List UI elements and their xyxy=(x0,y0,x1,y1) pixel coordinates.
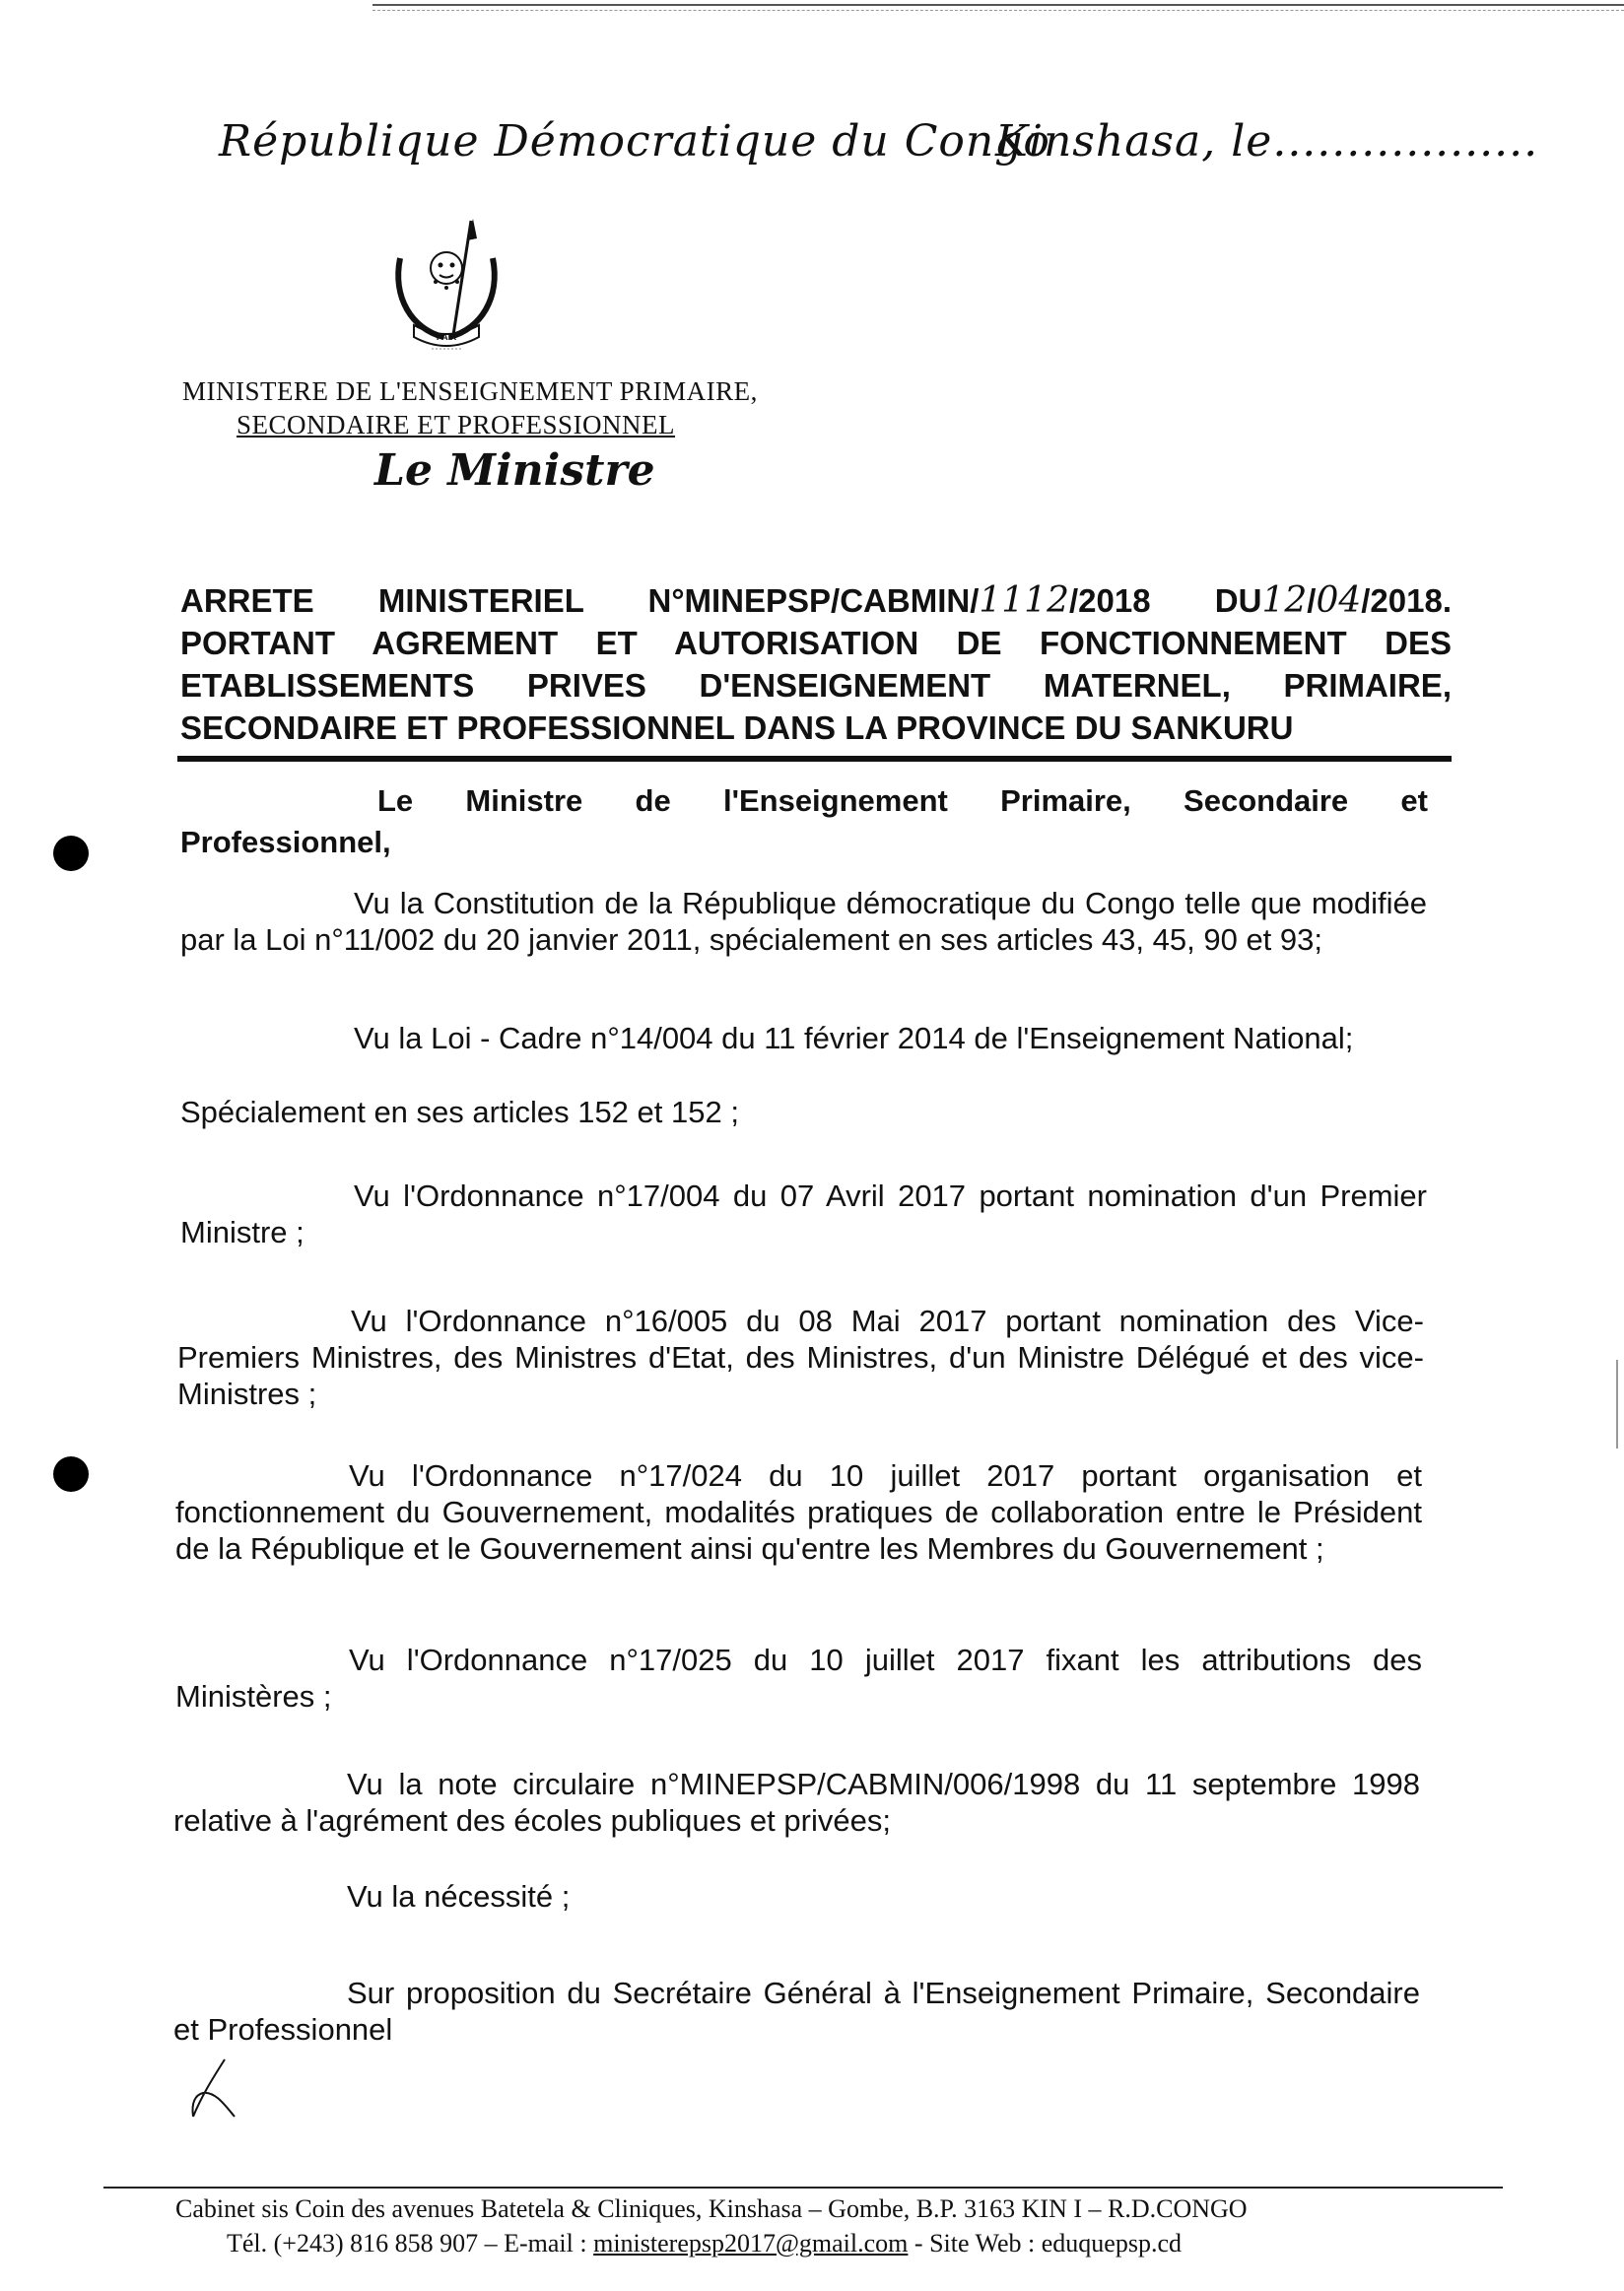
place-date: Kinshasa, le.................. xyxy=(995,116,1539,167)
consideration-paragraph: Sur proposition du Secrétaire Général à l'Enseignement Primaire, Secondaire et Professionnel xyxy=(173,1976,1420,2047)
scan-edge-mark xyxy=(1616,1360,1618,1449)
consideration-paragraph: Vu l'Ordonnance n°17/024 du 10 juillet 2017 portant organisation et fonctionnement du Gouvernement, modalités pratiques de collaboration entre le Président de la République et le Gouvernement ainsi qu'entre les Membres du Gouvernement ; xyxy=(175,1458,1422,1566)
top-border-line xyxy=(372,4,1624,6)
office-title: Le Ministre xyxy=(374,445,655,496)
title-underline-rule xyxy=(177,756,1452,762)
decree-title-line4: SECONDAIRE ET PROFESSIONNEL DANS LA PROVINCE DU SANKURU xyxy=(180,709,1294,746)
decree-number-handwritten: 1112 xyxy=(979,580,1069,621)
minister-intro xyxy=(180,780,1428,863)
country-header: République Démocratique du Congo xyxy=(219,116,1050,167)
decree-title-line1: ARRETE MINISTERIEL N°MINEPSP/CABMIN/1112/2018 DU12/04/2018. xyxy=(180,580,1452,621)
footer-address: Cabinet sis Coin des avenues Batetela & Cliniques, Kinshasa – Gombe, B.P. 3163 KIN I – R.D.CONGO xyxy=(175,2194,1248,2223)
consideration-paragraph: Vu l'Ordonnance n°17/025 du 10 juillet 2017 fixant les attributions des Ministères ; xyxy=(175,1643,1422,1714)
footer-contact: Tél. (+243) 816 858 907 – E-mail : ministerepsp2017@gmail.com - Site Web : eduquepsp.cd xyxy=(227,2229,1183,2257)
decree-title xyxy=(180,579,1452,749)
footer-rule xyxy=(103,2187,1503,2189)
decree-title-line3: ETABLISSEMENTS PRIVES D'ENSEIGNEMENT MATERNEL, PRIMAIRE, xyxy=(180,667,1452,704)
ministry-name-line1: MINISTERE DE L'ENSEIGNEMENT PRIMAIRE, xyxy=(182,376,758,406)
consideration-paragraph: Vu la note circulaire n°MINEPSP/CABMIN/006/1998 du 11 septembre 1998 relative à l'agrément des écoles publiques et privées; xyxy=(173,1767,1420,1838)
decree-month-handwritten: 04 xyxy=(1316,580,1362,621)
punch-hole-mark xyxy=(53,1456,89,1492)
emblem-banner-text: PAIX xyxy=(436,332,457,342)
decree-title-line2: PORTANT AGREMENT ET AUTORISATION DE FONCTIONNEMENT DES xyxy=(180,625,1452,661)
punch-hole-mark xyxy=(53,836,89,871)
consideration-paragraph: Vu l'Ordonnance n°17/004 du 07 Avril 2017 portant nomination d'un Premier Ministre ; xyxy=(180,1179,1427,1249)
consideration-paragraph: Vu la nécessité ; xyxy=(347,1879,571,1914)
minister-intro-line1: Le Ministre de l'Enseignement Primaire, Secondaire et xyxy=(377,783,1428,818)
consideration-paragraph: Spécialement en ses articles 152 et 152 ; xyxy=(180,1095,739,1129)
consideration-paragraph: Vu la Loi - Cadre n°14/004 du 11 février 2014 de l'Enseignement National; xyxy=(354,1021,1354,1055)
ministry-name-line2: SECONDAIRE ET PROFESSIONNEL xyxy=(237,410,676,439)
footer-email-link[interactable]: ministerepsp2017@gmail.com xyxy=(593,2229,909,2257)
consideration-paragraph: Vu la Constitution de la République démocratique du Congo telle que modifiée par la Loi n°11/002 du 20 janvier 2011, spécialement en ses articles 43, 45, 90 et 93; xyxy=(180,886,1427,957)
minister-intro-line2: Professionnel, xyxy=(180,825,391,859)
initials-signature xyxy=(185,2055,244,2124)
coat-of-arms-emblem xyxy=(392,219,501,362)
decree-day-handwritten: 12 xyxy=(1261,580,1308,621)
consideration-paragraph: Vu l'Ordonnance n°16/005 du 08 Mai 2017 portant nomination des Vice-Premiers Ministres, des Ministres d'Etat, des Ministres, d'un Ministre Délégué et des vice-Ministres ; xyxy=(177,1304,1424,1411)
top-border-dashed-line xyxy=(372,10,1624,11)
